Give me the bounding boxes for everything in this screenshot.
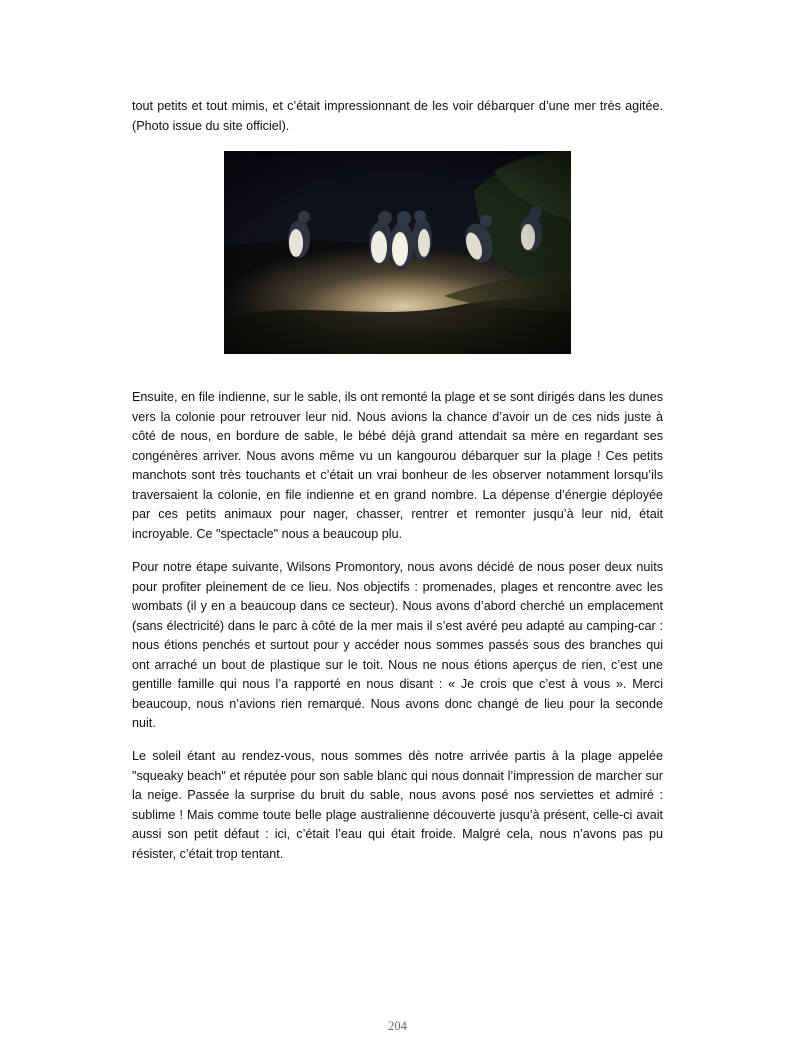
penguins-photo [224, 151, 571, 354]
paragraph-squeaky-beach: Le soleil étant au rendez-vous, nous sommes dès notre arrivée partis à la plage appelée "squeaky beach" et réputée pour son sable blanc qui nous donnait l’impression de marcher sur la neige. Passée la surprise du bruit du sable, nous avons posé nos serviettes et admiré : sublime ! Mais comme toute belle plage australienne découverte jusqu’à présent, celle-ci avait aussi son petit défaut : ici, c’était l’eau qui était froide. Malgré cela, nous n’avons pas pu résister, c’était trop tentant. [132, 749, 663, 861]
paragraph-penguins-colony: Ensuite, en file indienne, sur le sable, ils ont remonté la plage et se sont dirigés dans les dunes vers la colonie pour retrouver leur nid. Nous avions la chance d’avoir un de ces nids juste à côté de nous, en bordure de sable, le bébé déjà grand attendait sa mère en regardant ses congénères arriver. Nous avons même vu un kangourou débarquer sur la plage ! Ces petits manchots sont très touchants et c’était un vrai bonheur de les observer notamment lorsqu’ils traversaient la colonie, en file indienne et en grand nombre. La dépense d’énergie déployée par ces petits animaux pour nager, chasser, rentrer et remonter jusqu’à leur nid, était incroyable. Ce "spectacle" nous a beaucoup plu. [132, 390, 663, 541]
page-number: 204 [388, 1019, 407, 1033]
paragraph-wilsons-promontory: Pour notre étape suivante, Wilsons Promontory, nous avons décidé de nous poser deux nuits pour profiter pleinement de ce lieu. Nos objectifs : promenades, plages et rencontre avec les wombats (il y en a beaucoup dans ce secteur). Nous avons d’abord cherché un emplacement (sans électricité) dans le parc à côté de la mer mais il s’est avéré peu adapté au camping-car : nous étions penchés et surtout pour y accéder nous sommes passés sous des branches qui ont arraché un bout de plastique sur le toit. Nous ne nous étions aperçus de rien, c’est une gentille famille qui nous l’a rapporté en nous disant : « Je crois que c’est à vous ». Merci beaucoup, nous n’avions rien remarqué. Nous avons donc changé de lieu pour la seconde nuit. [132, 560, 663, 730]
intro-paragraph: tout petits et tout mimis, et c’était impressionnant de les voir débarquer d’une mer très agitée. (Photo issue du site officiel). [132, 99, 663, 133]
photo-illustration [224, 151, 571, 354]
